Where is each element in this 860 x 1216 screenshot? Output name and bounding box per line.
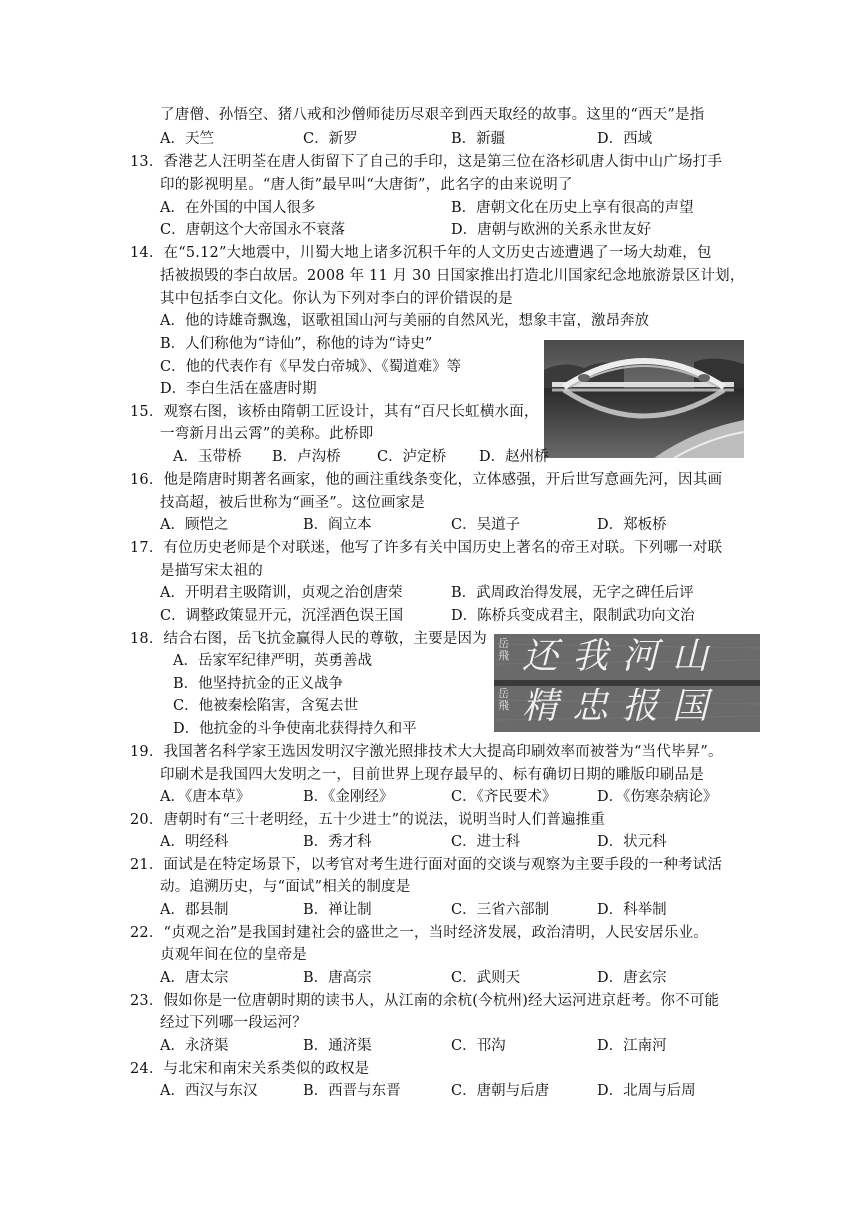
q21-stem-line2: 动。追溯历史，与“面试”相关的制度是	[160, 879, 411, 895]
q14-option-a: A．他的诗雄奇飘逸，讴歌祖国山河与美丽的自然风光，想象丰富，激昂奔放	[160, 313, 649, 329]
q19-option-a: A．《唐本草》	[160, 789, 251, 805]
q17-option-b: B．武周政治得发展，无字之碑任后评	[451, 585, 694, 601]
q22-option-b: B．唐高宗	[303, 970, 372, 986]
q12-option-b: B．新疆	[451, 131, 506, 147]
q18-stem-line1: 18．结合右图，岳飞抗金赢得人民的尊敬，主要是因为	[130, 631, 487, 647]
q23-option-a: A．永济渠	[160, 1038, 229, 1054]
q16-option-d: D．郑板桥	[597, 517, 667, 533]
q23-option-c: C．邗沟	[451, 1038, 506, 1054]
calligraphy-bottom-line: 精忠报国	[522, 686, 723, 727]
q13-option-d: D．唐朝与欧洲的关系永世友好	[451, 222, 652, 238]
q14-stem-line2: 括被损毁的李白故居。2008 年 11 月 30 日国家推出打造北川国家纪念地旅游景区计划，	[160, 268, 745, 284]
q13-option-a: A．在外国的中国人很多	[160, 200, 316, 216]
yuefei-calligraphy-photo	[494, 634, 760, 732]
q12-option-d: D．西域	[597, 131, 653, 147]
q14-stem-line1: 14．在“5.12”大地震中，川蜀大地上诸多沉积千年的人文历史古迹遭遇了一场大劫难，包	[130, 245, 712, 261]
q14-option-c: C．他的代表作有《早发白帝城》、《蜀道难》等	[160, 359, 462, 375]
q16-option-c: C．吴道子	[451, 517, 521, 533]
q18-option-c: C．他被秦桧陷害，含冤去世	[173, 698, 359, 714]
q16-stem-line1: 16．他是隋唐时期著名画家，他的画注重线条变化，立体感强，开后世写意画先河，因其画	[130, 472, 723, 488]
q18-option-d: D．他抗金的斗争使南北获得持久和平	[173, 721, 417, 737]
q13-stem-line2: 印的影视明星。“唐人街”最早叫“大唐街”，此名字的由来说明了	[160, 177, 573, 193]
q16-option-a: A．顾恺之	[160, 517, 229, 533]
q13-option-c: C．唐朝这个大帝国永不衰落	[160, 222, 346, 238]
q23-option-b: B．通济渠	[303, 1038, 372, 1054]
q19-option-b: B．《金刚经》	[303, 789, 394, 805]
q19-stem-line2: 印刷术是我国四大发明之一，目前世界上现存最早的、标有确切日期的雕版印刷品是	[160, 767, 704, 783]
bridge-image	[544, 340, 744, 458]
q17-option-c: C．调整政策显开元，沉淫酒色误王国	[160, 608, 404, 624]
q22-option-c: C．武则天	[451, 970, 521, 986]
q21-option-b: B．禅让制	[303, 902, 372, 918]
q18-option-b: B．他坚持抗金的正义战争	[173, 676, 344, 692]
q23-stem-line1: 23．假如你是一位唐朝时期的读书人，从江南的余杭(今杭州)经大运河进京赶考。你不可能	[130, 993, 720, 1009]
q13-stem-line1: 13．香港艺人汪明荃在唐人街留下了自己的手印，这是第三位在洛杉矶唐人街中山广场打手	[130, 154, 723, 170]
q14-stem-line3: 其中包括李白文化。你认为下列对李白的评价错误的是	[160, 291, 513, 307]
q24-option-c: C．唐朝与后唐	[451, 1083, 550, 1099]
q24-option-a: A．西汉与东汉	[160, 1083, 258, 1099]
q12-option-c: C．新罗	[303, 131, 358, 147]
q13-option-b: B．唐朝文化在历史上享有很高的声望	[451, 200, 694, 216]
q17-stem-line1: 17．有位历史老师是个对联迷，他写了许多有关中国历史上著名的帝王对联。下列哪一对联	[130, 540, 723, 556]
calligraphy-top-line: 还我河山	[522, 636, 723, 677]
q18-option-a: A．岳家军纪律严明，英勇善战	[173, 653, 372, 669]
q20-option-b: B．秀才科	[303, 834, 372, 850]
seal-top: 岳飛	[498, 637, 509, 662]
q21-stem-line1: 21．面试是在特定场景下，以考官对考生进行面对面的交谈与观察为主要手段的一种考试活	[130, 857, 723, 873]
q12-stem-cont: 了唐僧、孙悟空、猪八戒和沙僧师徒历尽艰辛到西天取经的故事。这里的“西天”是指	[160, 107, 705, 123]
q22-option-a: A．唐太宗	[160, 970, 229, 986]
q15-stem-line1: 15．观察右图，该桥由隋朝工匠设计，其有“百尺长虹横水面，	[130, 404, 539, 420]
q21-option-d: D．科举制	[597, 902, 667, 918]
q15-option-c: C．泸定桥	[377, 449, 447, 465]
seal-bottom: 岳飛	[498, 687, 509, 712]
q17-option-a: A．开明君主吸隋训，贞观之治创唐荣	[160, 585, 403, 601]
q23-stem-line2: 经过下列哪一段运河？	[160, 1015, 307, 1031]
q19-stem-line1: 19．我国著名科学家王选因发明汉字激光照排技术大大提高印刷效率而被誉为“当代毕昇”。	[130, 744, 723, 760]
q14-option-b: B．人们称他为“诗仙”，称他的诗为“诗史”	[160, 336, 433, 352]
q20-option-d: D．状元科	[597, 834, 667, 850]
q20-stem-line1: 20．唐朝时有“三十老明经，五十少进士”的说法，说明当时人们普遍推重	[130, 812, 606, 828]
q22-stem-line2: 贞观年间在位的皇帝是	[160, 947, 307, 963]
q21-option-a: A．郡县制	[160, 902, 229, 918]
q16-option-b: B．阎立本	[303, 517, 372, 533]
q15-option-a: A．玉带桥	[173, 449, 242, 465]
q19-option-d: D．《伤寒杂病论》	[597, 789, 718, 805]
q22-stem-line1: 22．“贞观之治”是我国封建社会的盛世之一，当时经济发展，政治清明，人民安居乐业。	[130, 925, 708, 941]
q23-option-d: D．江南河	[597, 1038, 667, 1054]
q19-option-c: C．《齐民要术》	[451, 789, 557, 805]
zhaozhou-bridge-photo	[544, 340, 744, 458]
q24-stem-line1: 24．与北宋和南宋关系类似的政权是	[130, 1061, 370, 1077]
q21-option-c: C．三省六部制	[451, 902, 550, 918]
q20-option-c: C．进士科	[451, 834, 521, 850]
q15-option-d: D．赵州桥	[479, 449, 549, 465]
q12-option-a: A．天竺	[160, 131, 214, 147]
q14-option-d: D．李白生活在盛唐时期	[160, 381, 317, 397]
q17-option-d: D．陈桥兵变成君主，限制武功向文治	[451, 608, 695, 624]
q17-stem-line2: 是描写宋太祖的	[160, 563, 263, 579]
q15-option-b: B．卢沟桥	[272, 449, 341, 465]
q24-option-d: D．北周与后周	[597, 1083, 696, 1099]
q15-stem-line2: 一弯新月出云霄”的美称。此桥即	[160, 426, 374, 442]
q20-option-a: A．明经科	[160, 834, 229, 850]
q16-stem-line2: 技高超，被后世称为“画圣”。这位画家是	[160, 495, 426, 511]
q24-option-b: B．西晋与东晋	[303, 1083, 401, 1099]
q22-option-d: D．唐玄宗	[597, 970, 667, 986]
